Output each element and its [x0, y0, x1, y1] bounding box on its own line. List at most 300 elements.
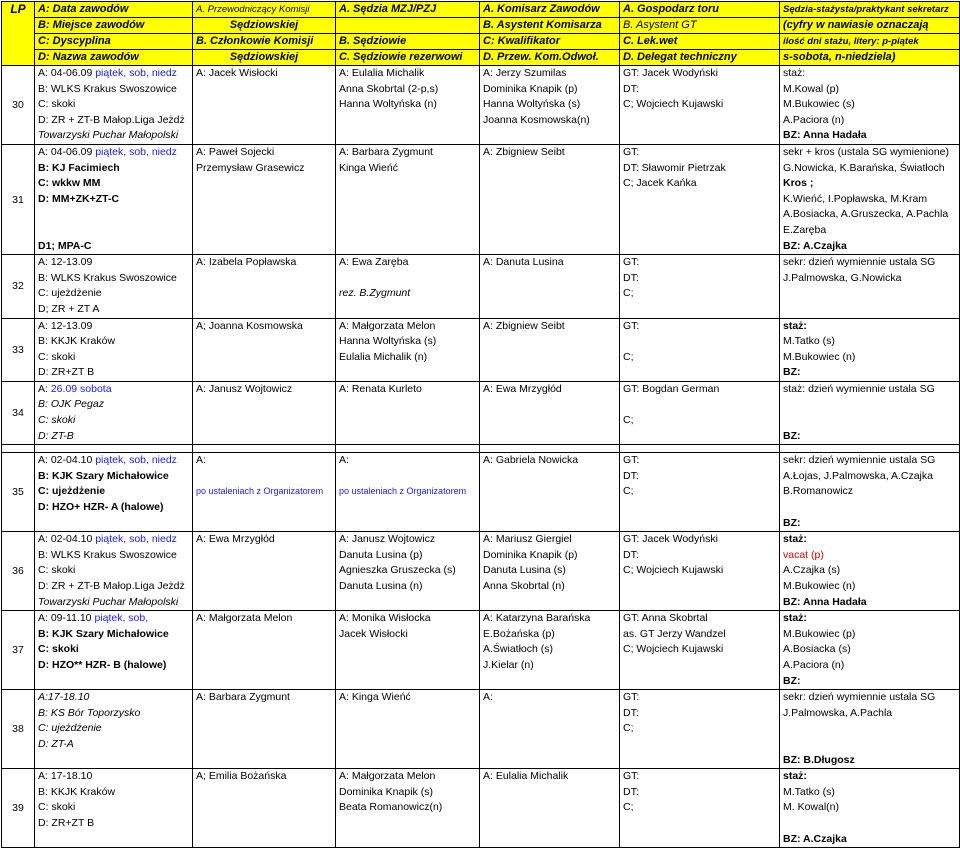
cell-line [38, 579, 189, 595]
line-fragment: staż: [783, 382, 809, 395]
course-host-cell [620, 453, 780, 532]
cell-line: A.Paciora (n) [783, 658, 845, 671]
cell-line: A: Eulalia Michalik [483, 770, 569, 783]
line-fragment: sekr: [783, 454, 809, 467]
cell-line: staż: [783, 770, 807, 783]
cell-line: A: Ewa Mrzygłód [483, 382, 562, 395]
cell-line [38, 532, 189, 548]
cell-line: C; [623, 414, 634, 427]
cell-line: Towarzyski Puchar Małopolski [38, 595, 179, 608]
cell-line: A.Bosiacka (s) [783, 643, 851, 656]
event-row [2, 690, 960, 769]
cell-line: Agnieszka Gruszecka (s) [339, 564, 456, 577]
row-number: 38 [2, 690, 35, 769]
cell-line [38, 611, 189, 627]
cell-line: A: [483, 691, 493, 704]
event-row [2, 66, 960, 145]
header-date: A: Data zawodów [35, 2, 193, 18]
cell-line [783, 737, 956, 753]
line-fragment: D: ZR + ZT-B Małop. [38, 113, 135, 126]
cell-line: A: 12-13.09 [38, 256, 93, 269]
cell-line: Towarzyski Puchar Małopolski [38, 129, 179, 142]
cell-line: A: Małgorzata Melon [196, 612, 293, 625]
panel-cell [193, 144, 336, 254]
line-fragment: (ustala SG wymienione) [837, 145, 950, 158]
cell-line: Jacek Wisłocki [339, 627, 408, 640]
line-fragment: dzień wymiennie ustala SG [808, 256, 936, 269]
event-info-cell [35, 690, 193, 769]
cell-line: M.Bukowiec (s) [783, 98, 855, 111]
panel-cell [193, 255, 336, 318]
cell-line [38, 207, 189, 223]
cell-line: A: Monika Wisłocka [339, 612, 431, 625]
cell-line: M.Bukowiec (n) [783, 580, 856, 592]
cell-line: DT: [623, 785, 639, 798]
commissioner-cell [480, 532, 620, 611]
cell-line [623, 334, 776, 350]
cell-line [38, 113, 189, 129]
commissioner-cell [480, 318, 620, 381]
cell-line: A: Katarzyna Barańska [483, 612, 591, 625]
cell-line [783, 145, 956, 161]
cell-line: D: HZO+ HZR- A (halowe) [38, 501, 164, 514]
cell-line: B: KJK Szary Michałowice [38, 469, 169, 482]
panel-cell [193, 318, 336, 381]
cell-line: J.Kielar (n) [483, 658, 534, 671]
cell-line: Danuta Lusina (n) [339, 580, 423, 592]
cell-line: A: Ewa Mrzygłód [196, 533, 275, 546]
line-fragment: dzień wymiennie ustala SG [808, 454, 936, 467]
cell-line: D1; MPA-C [38, 239, 92, 252]
cell-line: Hanna Woltyńska (s) [483, 98, 581, 111]
header-reserve-judges: C. Sędziowie rezerwowi [336, 50, 480, 66]
event-info-cell [35, 769, 193, 848]
trainees-cell [780, 611, 960, 690]
cell-line: C; [623, 801, 634, 814]
cell-line: GT: [623, 319, 640, 332]
cell-line: D: ZR+ZT B [38, 816, 95, 829]
cell-line: B: KJK Szary Michałowice [38, 627, 169, 640]
cell-line: GT: [623, 145, 640, 158]
header-row-3 [2, 34, 960, 50]
cell-line: Kros ; [783, 177, 814, 190]
header-panel-1: Sędziowskiej [193, 18, 336, 34]
trainees-cell [780, 66, 960, 145]
course-host-cell [620, 381, 780, 444]
header-venue: B: Miejsce zawodów [35, 18, 193, 34]
cell-line: rez. B.Zygmunt [339, 287, 411, 300]
cell-line: A: Małgorzata Melon [339, 319, 436, 332]
cell-line: Przemysław Grasewicz [196, 161, 305, 174]
cell-line: A; Emilia Bożańska [196, 770, 287, 783]
event-row [2, 381, 960, 444]
line-fragment: A: 04-06.09 [38, 67, 96, 79]
line-fragment: piątek, sob, niedz [95, 145, 177, 158]
cell-line: A: Barbara Zygmunt [339, 145, 433, 158]
cell-line: A.Paciora (n) [783, 113, 845, 126]
header-row-1 [2, 2, 960, 18]
cell-line: C: skoki [38, 801, 76, 814]
schedule-body [2, 2, 960, 848]
judges-cell [336, 690, 480, 769]
course-host-cell [620, 318, 780, 381]
cell-line: BZ: [783, 366, 801, 379]
cell-line: A: 17-18.10 [38, 770, 93, 783]
cell-line: staż: [783, 67, 806, 79]
cell-line: staż: [783, 612, 807, 625]
header-tech-delegate: D. Delegat techniczny [620, 50, 780, 66]
judges-cell [336, 611, 480, 690]
trainees-cell [780, 453, 960, 532]
cell-line: GT: Jacek Wodyński [623, 67, 718, 79]
cell-line: J.Palmowska, A.Pachla [783, 706, 893, 719]
trainees-cell [780, 255, 960, 318]
cell-line: BZ: B.Długosz [783, 753, 855, 766]
cell-line: C: skoki [38, 414, 76, 427]
cell-line: D: ZT-A [38, 737, 74, 750]
cell-line: DT: [623, 469, 639, 482]
cell-line: Beata Romanowicz(n) [339, 801, 443, 814]
cell-line: A: Barbara Zygmunt [196, 691, 290, 704]
commissioner-cell [480, 144, 620, 254]
gap-cell [336, 445, 480, 453]
commissioner-cell [480, 255, 620, 318]
trainees-cell [780, 318, 960, 381]
cell-line [783, 500, 956, 516]
judges-cell [336, 255, 480, 318]
cell-line: A.Łojas, J.Palmowska, A.Czajka [783, 469, 933, 482]
cell-line: A.Bosiacka, A.Gruszecka, A.Pachla [783, 208, 949, 221]
line-fragment: Liga Jeżdż [134, 113, 185, 126]
cell-line: J.Palmowska, G.Nowicka [783, 271, 902, 284]
lp-header: LP [2, 2, 35, 66]
gap-cell [780, 445, 960, 453]
cell-line: A: Jacek Wisłocki [196, 67, 278, 79]
trainees-cell [780, 381, 960, 444]
line-fragment: D: ZR + ZT-B Małop. [38, 580, 135, 592]
panel-cell [193, 532, 336, 611]
header-asst-gt: B. Asystent GT [620, 18, 780, 34]
cell-line [339, 271, 476, 287]
cell-line: po ustaleniach z Organizatorem [196, 486, 324, 497]
cell-line: D: MM+ZK+ZT-C [38, 192, 120, 205]
trainees-cell [780, 532, 960, 611]
line-fragment: piątek, sob, niedz [95, 533, 177, 546]
cell-line: A: Janusz Wojtowicz [339, 533, 436, 546]
line-fragment: A: 02-04.10 [38, 533, 96, 546]
cell-line: D: ZR+ZT B [38, 366, 95, 379]
cell-line: po ustaleniach z Organizatorem [339, 486, 467, 497]
cell-line [783, 453, 956, 469]
cell-line: C; Wojciech Kujawski [623, 98, 724, 111]
cell-line: GT: Jacek Wodyński [623, 533, 718, 546]
cell-line: A: Mariusz Giergiel [483, 533, 572, 546]
judges-cell [336, 144, 480, 254]
row-number: 39 [2, 769, 35, 848]
cell-line: A: [196, 454, 206, 467]
cell-line: GT: [623, 256, 640, 269]
cell-line: GT: [623, 770, 640, 783]
course-host-cell [620, 769, 780, 848]
cell-line [783, 255, 956, 271]
cell-line: K.Wieńć, I.Popławska, M.Kram [783, 192, 928, 205]
header-panel-2: Sędziowskiej [193, 50, 336, 66]
cell-line: GT: Bogdan German [623, 382, 720, 395]
commissioner-cell [480, 611, 620, 690]
cell-line: A: Jerzy Szumilas [483, 67, 567, 79]
header-note-1: (cyfry w nawiasie oznaczają [780, 18, 960, 34]
row-number: 37 [2, 611, 35, 690]
header-blank [336, 18, 480, 34]
cell-line: C; [623, 350, 634, 363]
cell-line: M.Bukowiec (n) [783, 350, 856, 363]
judges-cell [336, 532, 480, 611]
event-info-cell [35, 144, 193, 254]
panel-cell [193, 381, 336, 444]
line-fragment: sekr: [783, 691, 809, 704]
cell-line: C: ujeżdżenie [38, 485, 106, 498]
cell-line: C: ujeżdżenie [38, 722, 102, 735]
cell-line: staż: [783, 533, 807, 546]
cell-line: A: Gabriela Nowicka [483, 454, 579, 467]
cell-line: staż: [783, 319, 807, 332]
cell-line [783, 382, 956, 398]
cell-line: B: KJ Facimiech [38, 161, 120, 174]
header-name: D: Nazwa zawodów [35, 50, 193, 66]
event-info-cell [35, 381, 193, 444]
header-commissioner: A. Komisarz Zawodów [480, 2, 620, 18]
cell-line: M.Kowal (p) [783, 82, 840, 95]
cell-line: C: skoki [38, 643, 79, 656]
event-row [2, 144, 960, 254]
cell-line [38, 66, 189, 82]
cell-line: BZ: A.Czajka [783, 832, 847, 845]
cell-line: Dominika Knapik (p) [483, 82, 578, 95]
line-fragment: sekr + kros [783, 145, 838, 158]
cell-line: D: HZO** HZR- B (halowe) [38, 658, 167, 671]
gap-cell [193, 445, 336, 453]
cell-line [783, 816, 956, 832]
cell-line: DT: [623, 82, 639, 95]
cell-line: C: skoki [38, 564, 76, 577]
cell-line: M. Kowal(n) [783, 801, 840, 814]
row-gap [2, 445, 960, 453]
cell-line: Dominika Knapik (p) [483, 548, 578, 561]
gap-cell [35, 445, 193, 453]
row-number: 32 [2, 255, 35, 318]
cell-line: GT: [623, 691, 640, 704]
commissioner-cell [480, 381, 620, 444]
trainees-cell [780, 690, 960, 769]
cell-line: A: 12-13.09 [38, 319, 93, 332]
event-info-cell [35, 318, 193, 381]
line-fragment: dzień wymiennie ustala SG [808, 691, 936, 704]
header-note-3: s-sobota, n-niedziela) [780, 50, 960, 66]
line-fragment: A: 09-11.10 [38, 612, 95, 625]
cell-line: E.Zaręba [783, 223, 827, 236]
line-fragment: Liga Jeżdż [134, 580, 185, 592]
judges-cell [336, 381, 480, 444]
cell-line: C; Wojciech Kujawski [623, 643, 724, 656]
row-number: 34 [2, 381, 35, 444]
cell-line: C: ujeżdżenie [38, 287, 102, 300]
course-host-cell [620, 255, 780, 318]
cell-line: Hanna Woltyńska (n) [339, 98, 437, 111]
line-fragment: dzień wymiennie ustala SG [808, 382, 935, 395]
cell-line: A: Izabela Popławska [196, 256, 297, 269]
cell-line: D; ZR + ZT A [38, 302, 100, 315]
cell-line: A: Paweł Sojecki [196, 145, 275, 158]
judges-cell [336, 318, 480, 381]
course-host-cell [620, 532, 780, 611]
cell-line: Anna Skobrtal (n) [483, 580, 565, 592]
commissioner-cell [480, 769, 620, 848]
cell-line: A: Renata Kurleto [339, 382, 422, 395]
event-row [2, 769, 960, 848]
row-number: 30 [2, 66, 35, 145]
cell-line: DT: Sławomir Pietrzak [623, 161, 726, 174]
course-host-cell [620, 66, 780, 145]
cell-line: DT: [623, 271, 639, 284]
cell-line [783, 413, 956, 429]
judges-cell [336, 769, 480, 848]
cell-line: C; Wojciech Kujawski [623, 564, 724, 577]
row-number: 31 [2, 144, 35, 254]
cell-line: C: skoki [38, 350, 76, 363]
cell-line: A: Małgorzata Melon [339, 770, 436, 783]
commissioner-cell [480, 453, 620, 532]
schedule-table [1, 1, 960, 848]
cell-line: as. GT Jerzy Wandzel [623, 627, 726, 640]
row-number: 33 [2, 318, 35, 381]
cell-line: M.Tatko (s) [783, 335, 835, 348]
cell-line: BZ: [783, 516, 801, 529]
cell-line: Anna Skobrtal (2-p,s) [339, 82, 439, 95]
cell-line: B: KKJK Kraków [38, 785, 116, 798]
cell-line: A:17-18.10 [38, 691, 90, 704]
cell-line [38, 223, 189, 239]
cell-line: A: Ewa Zaręba [339, 256, 409, 269]
cell-line: BZ: Anna Hadała [783, 129, 867, 142]
cell-line: GT: Anna Skobrtal [623, 612, 708, 625]
cell-line: Dominika Knapik (s) [339, 785, 433, 798]
header-row-2 [2, 18, 960, 34]
gap-cell [480, 445, 620, 453]
line-fragment: 26.09 sobota [50, 382, 112, 395]
cell-line: E.Bożańska (p) [483, 627, 555, 640]
cell-line: M.Bukowiec (p) [783, 627, 856, 640]
cell-line: B: KS Bór Toporzysko [38, 706, 141, 719]
cell-line [783, 690, 956, 706]
row-number: 36 [2, 532, 35, 611]
header-judges: B. Sędziowie [336, 34, 480, 50]
header-qualifier: C: Kwalifikator [480, 34, 620, 50]
course-host-cell [620, 690, 780, 769]
cell-line: BZ: [783, 429, 801, 442]
event-row [2, 255, 960, 318]
header-note-2: ilość dni stażu, litery: p-piątek [780, 34, 960, 50]
course-host-cell [620, 611, 780, 690]
event-row [2, 453, 960, 532]
header-appeals: D. Przew. Kom.Odwoł. [480, 50, 620, 66]
gap-cell [2, 445, 35, 453]
course-host-cell [620, 144, 780, 254]
cell-line: A; Joanna Kosmowska [196, 319, 303, 332]
panel-cell [193, 769, 336, 848]
line-fragment: A: 02-04.10 [38, 454, 96, 467]
event-info-cell [35, 532, 193, 611]
cell-line: B: WLKS Krakus Swoszowice [38, 82, 177, 95]
cell-line [623, 397, 776, 413]
cell-line: DT: [623, 706, 639, 719]
line-fragment: piątek, sob, [94, 612, 149, 625]
cell-line: BZ: Anna Hadała [783, 595, 867, 608]
cell-line: Kinga Wieńć [339, 161, 398, 174]
header-course-host: A. Gospodarz toru [620, 2, 780, 18]
header-panel-members: B. Członkowie Komisji [193, 34, 336, 50]
line-fragment: A: 04-06.09 [38, 145, 96, 158]
cell-line: A: [339, 454, 349, 467]
event-row [2, 532, 960, 611]
cell-line: BZ: [783, 674, 801, 687]
cell-line: BZ: A.Czajka [783, 239, 847, 252]
trainees-cell [780, 769, 960, 848]
header-chairman: A. Przewodniczący Komisji [193, 2, 336, 18]
event-row [2, 318, 960, 381]
cell-line: C: wkkw MM [38, 177, 101, 190]
panel-cell [193, 66, 336, 145]
cell-line: Danuta Lusina (s) [483, 564, 566, 577]
cell-line: B.Romanowicz [783, 485, 854, 498]
cell-line [38, 453, 189, 469]
header-row-4 [2, 50, 960, 66]
cell-line: G.Nowicka, K.Barańska, Światłoch [783, 161, 945, 174]
cell-line: A: Danuta Lusina [483, 256, 564, 269]
header-vet: C. Lek.wet [620, 34, 780, 50]
cell-line [196, 469, 332, 485]
line-fragment: sekr: [783, 256, 809, 269]
cell-line [783, 721, 956, 737]
event-row [2, 611, 960, 690]
panel-cell [193, 690, 336, 769]
cell-line: C; [623, 722, 634, 735]
cell-line: Joanna Kosmowska(n) [483, 113, 590, 126]
cell-line: M.Tatko (s) [783, 785, 835, 798]
header-trainee: Sędzia-stażysta/praktykant sekretarz [780, 2, 960, 18]
cell-line: GT: [623, 454, 640, 467]
header-judge: A. Sędzia MZJ/PZJ [336, 2, 480, 18]
cell-line: A: Eulalia Michalik [339, 67, 425, 79]
cell-line: D: ZT-B [38, 429, 74, 442]
header-asst-commissioner: B. Asystent Komisarza [480, 18, 620, 34]
cell-line: B: KKJK Kraków [38, 335, 116, 348]
cell-line: B: WLKS Krakus Swoszowice [38, 548, 177, 561]
panel-cell [193, 611, 336, 690]
cell-line [339, 469, 476, 485]
header-discipline: C: Dyscyplina [35, 34, 193, 50]
event-info-cell [35, 66, 193, 145]
cell-line: A: Zbigniew Seibt [483, 145, 565, 158]
cell-line: Eulalia Michalik (n) [339, 350, 428, 363]
commissioner-cell [480, 66, 620, 145]
cell-line: C; Jacek Kańka [623, 177, 697, 190]
cell-line: C: skoki [38, 98, 76, 111]
cell-line: C; [623, 485, 634, 498]
line-fragment: piątek, sob, niedz [95, 454, 177, 467]
cell-line [783, 397, 956, 413]
cell-line: A: Zbigniew Seibt [483, 319, 565, 332]
cell-line: Hanna Woltyńska (s) [339, 335, 437, 348]
